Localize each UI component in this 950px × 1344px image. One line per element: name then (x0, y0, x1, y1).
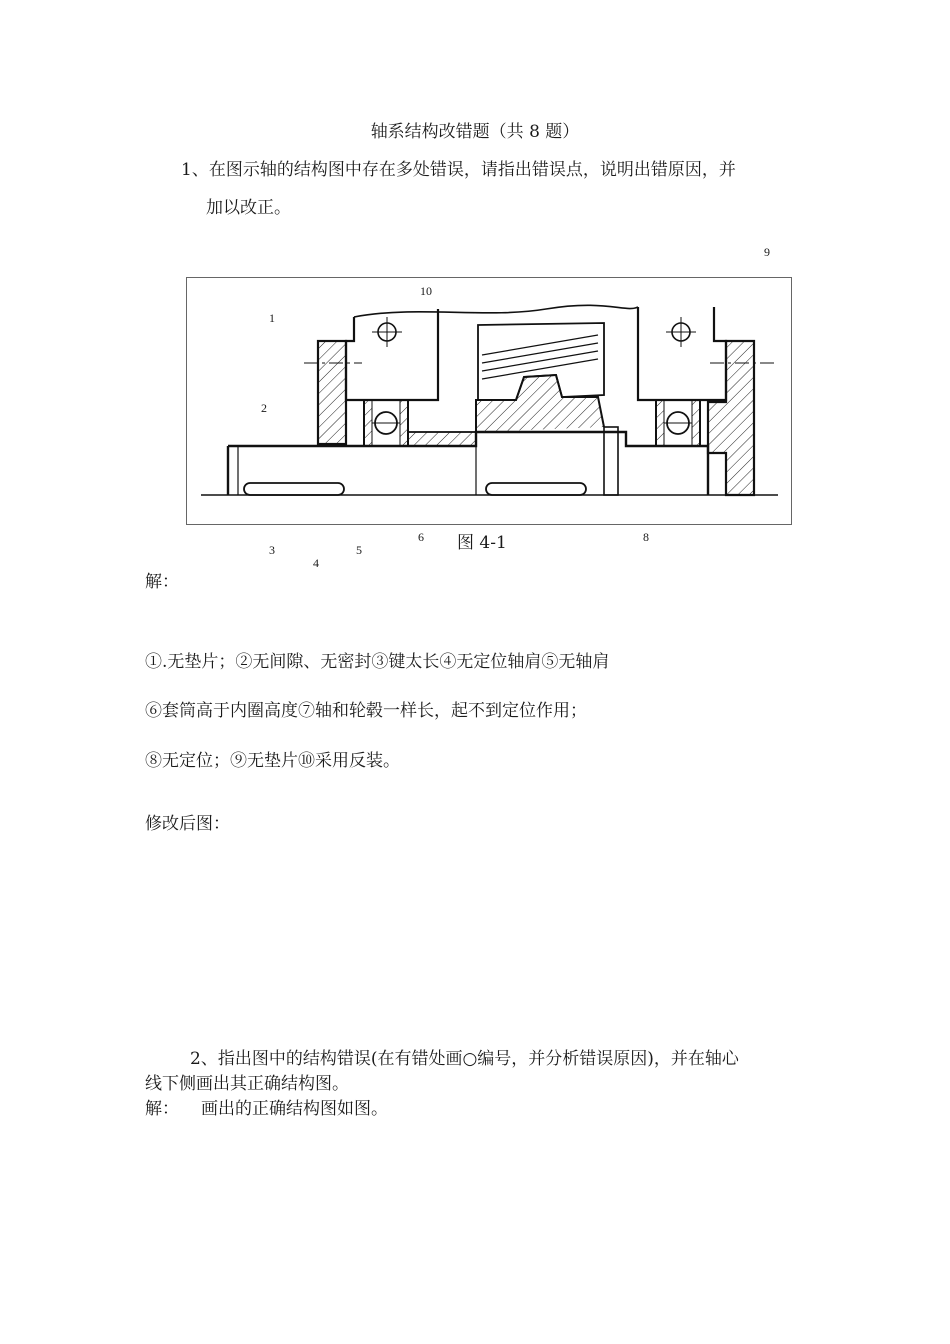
answer-line-3: ⑧无定位；⑨无垫片⑩采用反装。 (145, 751, 400, 771)
right-housing (638, 307, 726, 400)
document-title: 轴系结构改错题（共 8 题） (370, 122, 580, 142)
callout-1: 1 (269, 311, 275, 325)
callout-6: 6 (418, 530, 424, 544)
right-bearing-cap (708, 341, 754, 495)
answer-label: 解： (145, 572, 179, 592)
sleeve (408, 432, 476, 446)
shaft-structure-figure (186, 277, 792, 526)
question-1-line-2: 加以改正。 (206, 198, 291, 218)
callout-8: 8 (643, 530, 649, 544)
right-keyway (486, 483, 586, 495)
answer-line-2: ⑥套筒高于内圈高度⑦轴和轮毂一样长，起不到定位作用； (145, 701, 587, 721)
callout-3: 3 (269, 543, 275, 557)
left-keyway (244, 483, 344, 495)
callout-4: 4 (313, 556, 319, 570)
question-2-answer-text: 画出的正确结构图如图。 (201, 1099, 388, 1119)
callout-9: 9 (764, 245, 770, 259)
question-1-line-1: 1、在图示轴的结构图中存在多处错误，请指出错误点，说明出错原因，并 (181, 160, 736, 180)
left-bearing-cap (318, 341, 346, 444)
callout-10: 10 (420, 284, 432, 298)
callout-2: 2 (261, 401, 267, 415)
modified-figure-label: 修改后图： (145, 814, 230, 834)
shaft-shoulder (604, 427, 618, 495)
question-2-line-2: 线下侧画出其正确结构图。 (145, 1074, 349, 1094)
figure-caption: 图 4-1 (457, 533, 507, 553)
left-housing (346, 309, 438, 400)
gear-hub (476, 375, 604, 432)
answer-line-1: ①.无垫片；②无间隙、无密封③键太长④无定位轴肩⑤无轴肩 (145, 652, 610, 672)
question-2-line-1: 2、指出图中的结构错误(在有错处画○编号，并分析错误原因)，并在轴心 (190, 1049, 739, 1069)
callout-5: 5 (356, 543, 362, 557)
housing-break-line (354, 305, 638, 317)
question-2-answer-label: 解： (145, 1099, 179, 1119)
